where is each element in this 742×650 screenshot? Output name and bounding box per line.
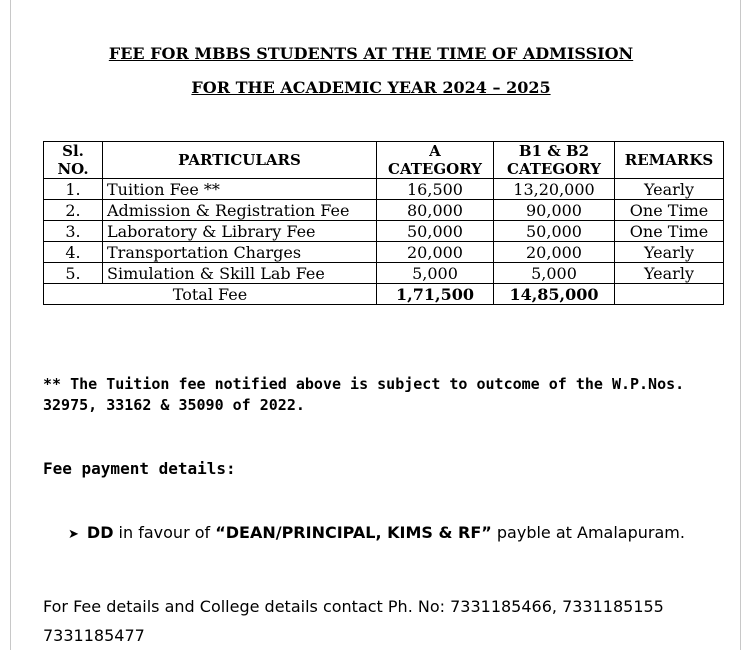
row-no: 3. (44, 221, 103, 242)
page-frame (10, 0, 741, 650)
title-line-1: FEE FOR MBBS STUDENTS AT THE TIME OF ADMISSION (108, 44, 634, 63)
header-b-line1: B1 & B2 (518, 142, 590, 160)
total-row (44, 284, 724, 305)
row-a-fee: 16,500 (377, 179, 494, 200)
row-remark: Yearly (615, 242, 724, 263)
row-no: 2. (44, 200, 103, 221)
row-b-fee: 20,000 (494, 242, 615, 263)
total-a-fee: 1,71,500 (377, 284, 494, 305)
table-row (44, 221, 724, 242)
dd-label: DD (86, 523, 114, 542)
arrow-bullet-icon: ➤ (68, 527, 79, 542)
table-row (44, 242, 724, 263)
header-particulars: PARTICULARS (103, 142, 377, 179)
row-b-fee: 5,000 (494, 263, 615, 284)
header-sl-no-line2: NO. (57, 160, 89, 178)
total-b-fee: 14,85,000 (494, 284, 615, 305)
dd-payment-line (68, 523, 685, 542)
row-a-fee: 5,000 (377, 263, 494, 284)
header-a-line1: A (429, 142, 441, 160)
row-remark: One Time (615, 221, 724, 242)
header-b-line2: CATEGORY (507, 160, 601, 178)
tuition-fee-note: ** The Tuition fee notified above is subject to outcome of the W.P.Nos. 32975, 33162 & 35090 of 2022. (43, 375, 685, 414)
row-remark: One Time (615, 200, 724, 221)
row-b-fee: 13,20,000 (494, 179, 615, 200)
header-a-line2: CATEGORY (388, 160, 482, 178)
row-remark: Yearly (615, 263, 724, 284)
dd-payee: “DEAN/PRINCIPAL, KIMS & RF” (215, 523, 492, 542)
row-a-fee: 80,000 (377, 200, 494, 221)
table-row (44, 200, 724, 221)
header-remarks: REMARKS (615, 142, 724, 179)
row-a-fee: 20,000 (377, 242, 494, 263)
header-sl-no-line1: Sl. (62, 142, 84, 160)
row-no: 1. (44, 179, 103, 200)
row-b-fee: 50,000 (494, 221, 615, 242)
row-b-fee: 90,000 (494, 200, 615, 221)
row-no: 4. (44, 242, 103, 263)
row-particular: Tuition Fee ** (103, 179, 377, 200)
row-particular: Admission & Registration Fee (103, 200, 377, 221)
table-row (44, 263, 724, 284)
total-remark (615, 284, 724, 305)
fee-table (43, 141, 724, 305)
row-remark: Yearly (615, 179, 724, 200)
contact-details: For Fee details and College details contact Ph. No: 7331185466, 7331185155 7331185477 (43, 597, 664, 645)
header-sl-no (44, 142, 103, 179)
title-line-2: FOR THE ACADEMIC YEAR 2024 – 2025 (191, 78, 551, 97)
header-b-category (494, 142, 615, 179)
header-a-category (377, 142, 494, 179)
table-header-row (44, 142, 724, 179)
row-no: 5. (44, 263, 103, 284)
dd-suffix-text: payble at Amalapuram. (491, 523, 685, 542)
row-particular: Simulation & Skill Lab Fee (103, 263, 377, 284)
dd-middle-text: in favour of (113, 523, 216, 542)
table-row (44, 179, 724, 200)
payment-details-heading: Fee payment details: (43, 459, 236, 478)
row-particular: Laboratory & Library Fee (103, 221, 377, 242)
row-particular: Transportation Charges (103, 242, 377, 263)
total-label: Total Fee (44, 284, 377, 305)
row-a-fee: 50,000 (377, 221, 494, 242)
